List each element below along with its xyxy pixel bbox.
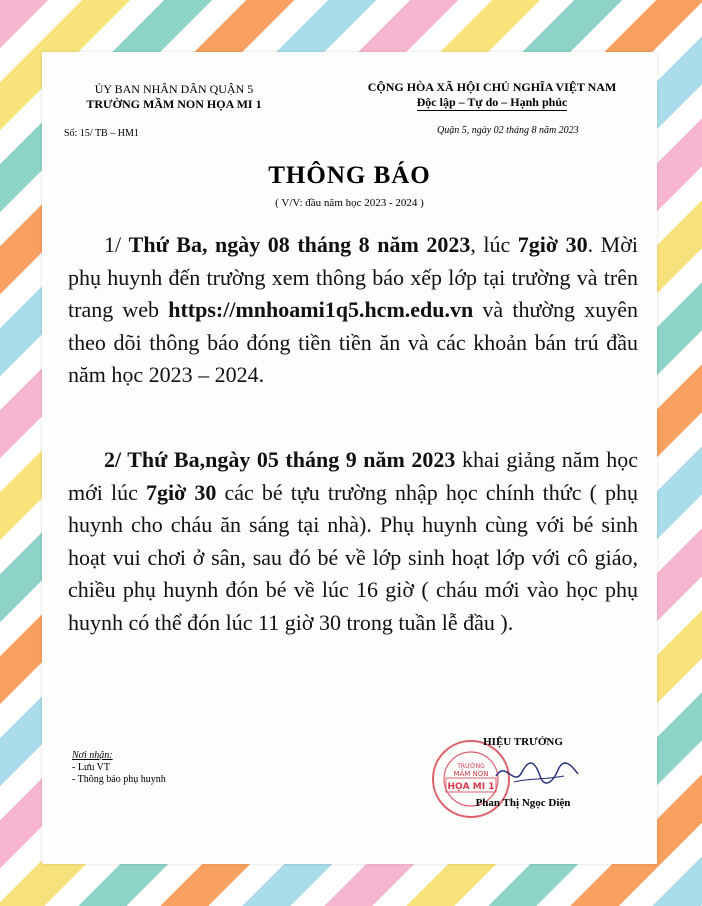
org-header xyxy=(64,82,284,112)
recipient-item: - Thông báo phụ huynh xyxy=(72,774,166,785)
signature-role: HIỆU TRƯỞNG xyxy=(483,736,563,748)
p1-date: Thứ Ba, ngày 08 tháng 8 năm 2023 xyxy=(128,232,471,257)
stamp-text: HỌA MI 1 xyxy=(447,782,495,792)
p2-text-2: các bé tựu trường nhập học chính thức ( phụ huynh cho cháu ăn sáng tại nhà). Phụ huynh cùng với bé sinh hoạt vui chơi ở sân, sau đó bé về lớp sinh hoạt lớp với cô giáo, chiều phụ huynh đón bé về lúc 16 giờ ( cháu mới vào học phụ huynh có thể đón lúc 11 giờ 30 trong tuần lễ đầu ). xyxy=(68,479,639,635)
stamp-text: TRƯỜNG xyxy=(457,763,485,770)
p2-date: 2/ Thứ Ba,ngày 05 tháng 9 năm 2023 xyxy=(104,447,456,472)
p1-lead: 1/ xyxy=(104,232,129,257)
stamp-text: MẦM NON xyxy=(453,770,489,778)
document-subtitle: ( V/V: đầu năm học 2023 - 2024 ) xyxy=(275,197,424,209)
document-title: THÔNG BÁO xyxy=(268,162,431,189)
signature-scribble-icon xyxy=(492,754,582,794)
p1-time: 7giờ 30 xyxy=(517,232,588,257)
national-motto: Độc lập – Tự do – Hạnh phúc xyxy=(416,95,568,109)
paragraph-2 xyxy=(68,444,638,639)
recipients-block xyxy=(72,750,166,786)
date-line: Quận 5, ngày 02 tháng 8 năm 2023 xyxy=(437,125,579,136)
document-number: Số: 15/ TB – HM1 xyxy=(64,128,139,139)
p2-time: 7giờ 30 xyxy=(145,479,217,505)
paragraph-1 xyxy=(68,229,638,392)
republic-header xyxy=(342,80,642,111)
notice-paper xyxy=(42,52,657,864)
school-website-url: https://mnhoami1q5.hcm.edu.vn xyxy=(168,297,474,322)
recipient-item: - Lưu VT xyxy=(72,762,111,773)
signatory-name: Phan Thị Ngọc Diện xyxy=(475,797,571,809)
org-line-district: ỦY BAN NHÂN DÂN QUẬN 5 xyxy=(94,82,254,96)
p1-text-1: , lúc xyxy=(470,232,518,257)
p1-text-3: và thường xuyên theo dõi thông báo đóng tiền tiền ăn và các khoản bán trú đầu năm học 2023 – 2024. xyxy=(68,297,639,387)
p1-text-2: . Mời phụ huynh đến trường xem thông báo xếp lớp tại trường và trên trang web xyxy=(68,232,638,322)
republic-name: CỘNG HÒA XÃ HỘI CHỦ NGHĨA VIỆT NAM xyxy=(367,80,617,94)
recipients-heading: Nơi nhận: xyxy=(72,750,113,761)
org-line-school: TRƯỜNG MẦM NON HỌA MI 1 xyxy=(86,97,262,111)
p2-text-1: khai giảng năm học mới lúc xyxy=(68,447,638,505)
